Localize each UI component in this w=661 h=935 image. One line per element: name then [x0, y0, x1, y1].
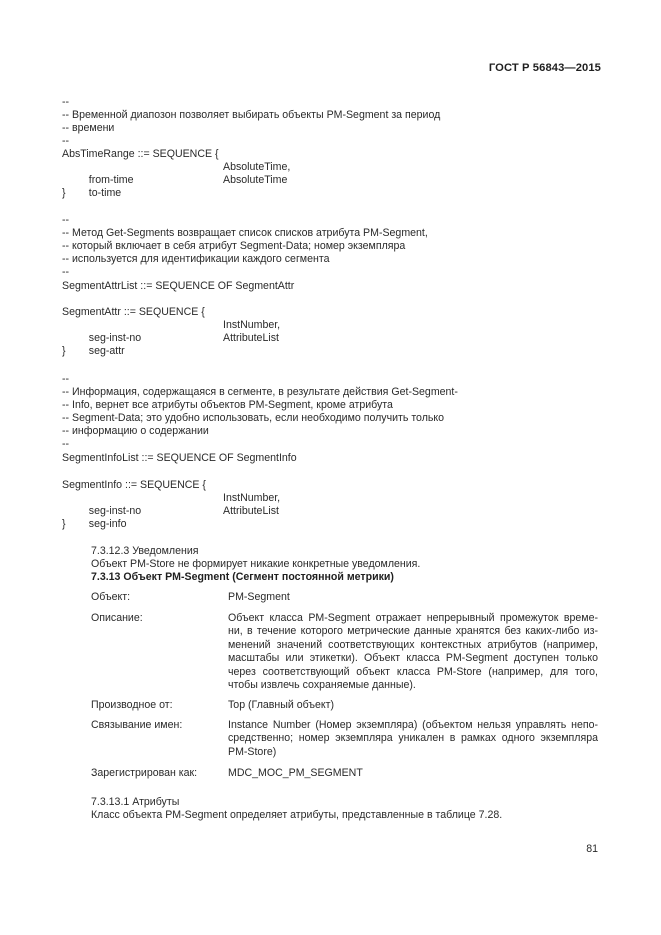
- definition-value-object: [228, 591, 598, 604]
- code-type-definition: SegmentAttrList ::= SEQUENCE OF SegmentAttr: [62, 280, 295, 292]
- code-comment: -- информацию о содержании: [62, 425, 209, 437]
- code-comment: -- Временной диапозон позволяет выбирать объекты PM-Segment за период: [62, 109, 441, 121]
- code-type-definition: SegmentInfoList ::= SEQUENCE OF SegmentInfo: [62, 452, 297, 464]
- section-heading-pm-segment: 7.3.13 Объект PM-Segment (Сегмент постоянной метрики): [91, 571, 394, 583]
- definition-label-object: Объект:: [91, 591, 131, 603]
- section-heading-notifications: 7.3.12.3 Уведомления: [91, 545, 199, 557]
- code-comment: -- Info, вернет все атрибуты объектов PM-Segment, кроме атрибута: [62, 399, 393, 411]
- code-comment: -- Информация, содержащаяся в сегменте, в результате действия Get-Segment-: [62, 386, 458, 398]
- definition-line: PM-Segment: [228, 591, 290, 603]
- definition-line: средственно; номер экземпляра уникален в рамках одного экземпляра: [228, 732, 598, 745]
- code-comment: --: [62, 135, 70, 147]
- code-field-name: seg-inst-no: [88, 505, 142, 518]
- section-text-notifications: Объект PM-Store не формирует никакие конкретные уведомления.: [91, 558, 421, 570]
- code-closing-brace: }: [62, 345, 66, 357]
- code-comment: --: [62, 373, 70, 385]
- code-field-type: AbsoluteTime: [223, 174, 288, 186]
- definition-line: ни, в течение которого метрические данные хранятся без каких-либо из-: [228, 625, 598, 638]
- code-field-name: seg-inst-no: [88, 332, 142, 345]
- code-field-name: from-time: [88, 174, 134, 187]
- code-type-definition: AbsTimeRange ::= SEQUENCE {: [62, 148, 219, 160]
- document-header-standard: ГОСТ Р 56843—2015: [488, 62, 601, 74]
- code-comment: -- времени: [62, 122, 115, 134]
- code-field-name: to-time: [88, 187, 122, 200]
- code-comment: -- Метод Get-Segments возвращает список списков атрибута PM-Segment,: [62, 227, 428, 239]
- code-comment: --: [62, 266, 70, 278]
- code-comment: --: [62, 438, 70, 450]
- definition-value-name-binding: [228, 719, 598, 759]
- code-comment: -- используется для идентификации каждого сегмента: [62, 253, 330, 265]
- definition-line: PM-Store): [228, 745, 277, 758]
- code-type-definition: SegmentInfo ::= SEQUENCE {: [62, 479, 206, 491]
- code-field-type: AttributeList: [223, 505, 279, 517]
- definition-line: через соответствующий объект класса PM-Store (например, для того,: [228, 665, 598, 678]
- code-comment: --: [62, 214, 70, 226]
- definition-label-derived-from: Производное от:: [91, 699, 173, 711]
- code-comment: --: [62, 96, 70, 108]
- code-field: [62, 332, 125, 358]
- page-number: 81: [586, 843, 598, 855]
- definition-value-description: [228, 612, 598, 692]
- code-field: [62, 161, 134, 187]
- code-field-name: seg-attr: [88, 345, 125, 358]
- definition-value-registered-as: [228, 767, 598, 780]
- code-field-type: AbsoluteTime,: [223, 161, 291, 173]
- section-text-attributes: Класс объекта PM-Segment определяет атрибуты, представленные в таблице 7.28.: [91, 809, 503, 821]
- code-closing-brace: }: [62, 187, 66, 199]
- code-field-type: InstNumber,: [223, 492, 281, 504]
- definition-line: масштабы или этикетки). Объект класса PM-Segment доступен только: [228, 652, 598, 665]
- code-field-name: seg-info: [88, 518, 127, 531]
- definition-line: Объект класса PM-Segment отражает непрерывный промежуток време-: [228, 612, 598, 624]
- definition-line: Top (Главный объект): [228, 699, 334, 711]
- code-field: [62, 319, 142, 345]
- definition-line: Instance Number (Номер экземпляра) (объектом нельзя управлять непо-: [228, 719, 598, 731]
- definition-value-derived-from: [228, 699, 598, 712]
- code-type-definition: SegmentAttr ::= SEQUENCE {: [62, 306, 205, 318]
- code-field-type: InstNumber,: [223, 319, 281, 331]
- code-field: [62, 492, 142, 518]
- code-comment: -- который включает в себя атрибут Segment-Data; номер экземпляра: [62, 240, 406, 252]
- definition-line: чтобы извлечь сохраняемые данные).: [228, 679, 416, 692]
- code-comment: -- Segment-Data; это удобно использовать, если необходимо получить только: [62, 412, 445, 424]
- section-heading-attributes: 7.3.13.1 Атрибуты: [91, 796, 180, 808]
- code-closing-brace: }: [62, 518, 66, 530]
- definition-label-description: Описание:: [91, 612, 143, 624]
- definition-label-registered-as: Зарегистрирован как:: [91, 767, 198, 779]
- code-field: [62, 505, 127, 531]
- definition-label-name-binding: Связывание имен:: [91, 719, 183, 731]
- definition-line: MDC_MOC_PM_SEGMENT: [228, 767, 363, 779]
- code-field: [62, 174, 122, 200]
- code-field-type: AttributeList: [223, 332, 279, 344]
- definition-line: менений значений соответствующих контекстных атрибутов (например,: [228, 638, 598, 651]
